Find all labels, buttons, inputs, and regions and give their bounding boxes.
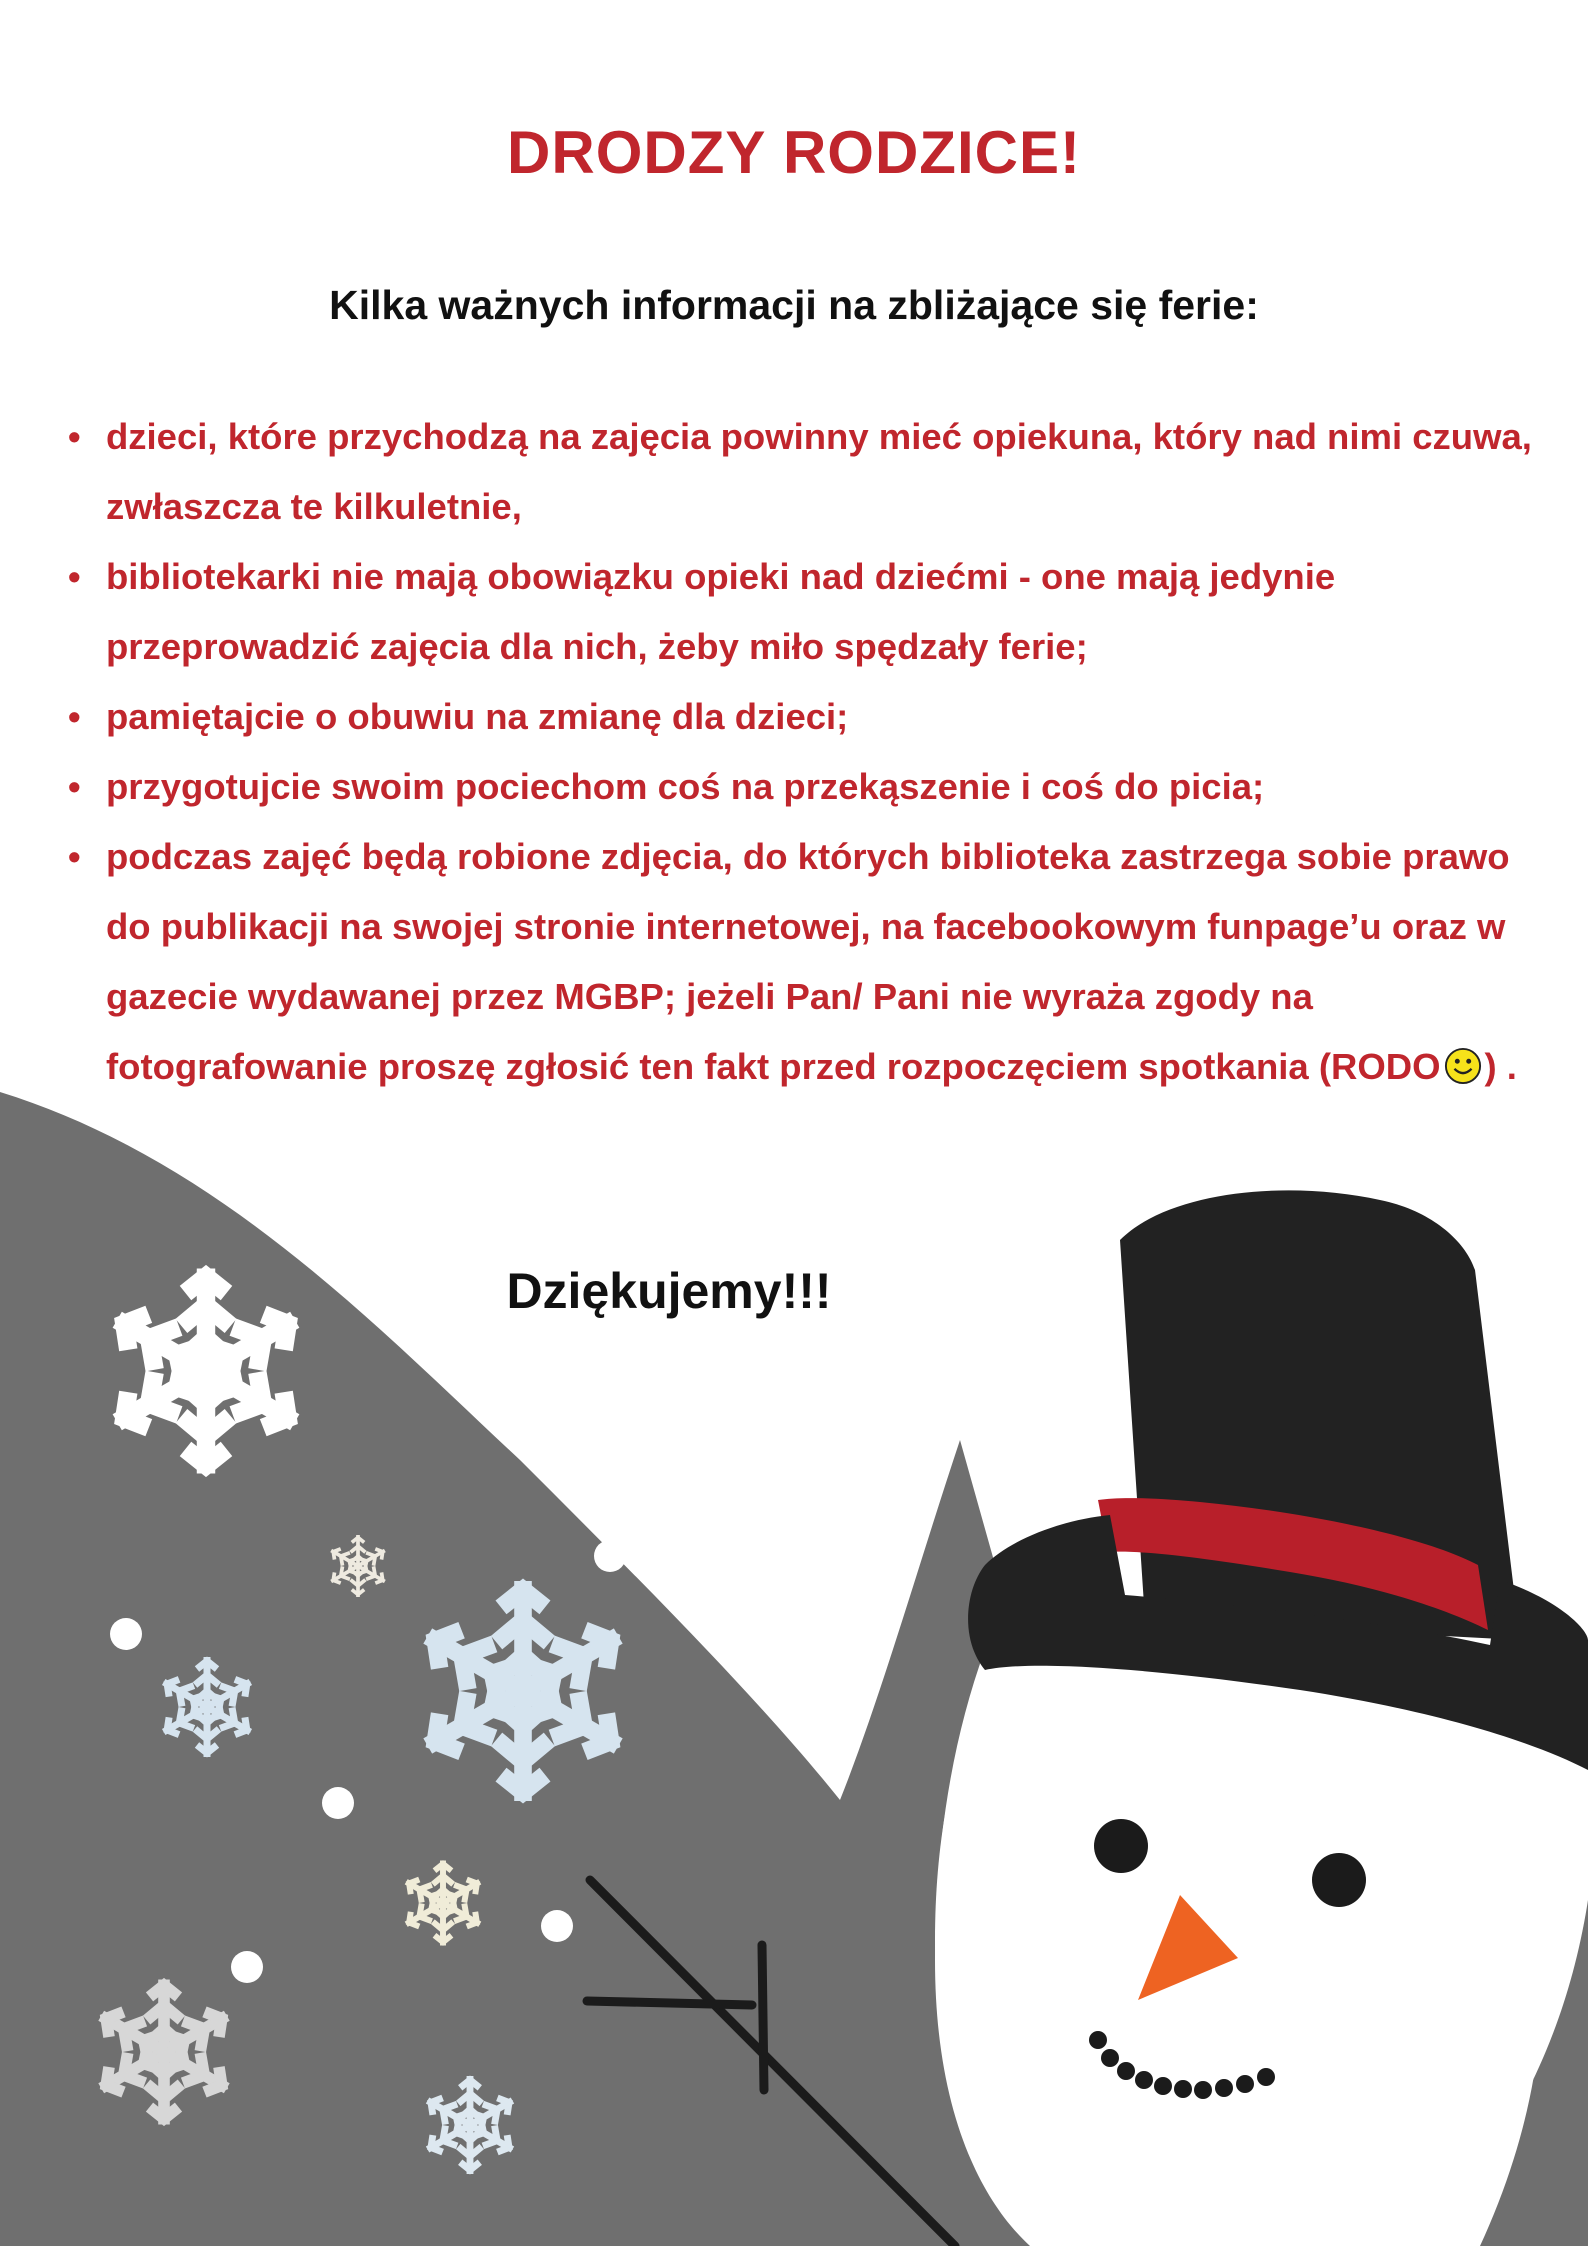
page-subtitle: Kilka ważnych informacji na zbliżające się ferie: xyxy=(329,282,1259,328)
list-item-text: dzieci, które przychodzą na zajęcia powinny mieć opiekuna, który nad nimi czuwa, zwłaszcza te kilkuletnie, xyxy=(106,416,1532,527)
list-item xyxy=(64,682,1564,752)
list-item-text: bibliotekarki nie mają obowiązku opieki nad dziećmi - one mają jedynie przeprowadzić zajęcia dla nich, żeby miło spędzały ferie; xyxy=(106,556,1336,667)
list-item-text: przygotujcie swoim pociechom coś na przekąszenie i coś do picia; xyxy=(106,766,1265,807)
list-item-suffix: ) . xyxy=(1484,1046,1517,1087)
list-item xyxy=(64,402,1564,542)
list-item-text: pamiętajcie o obuwiu na zmianę dla dzieci; xyxy=(106,696,849,737)
list-item-text: podczas zajęć będą robione zdjęcia, do których biblioteka zastrzega sobie prawo do publikacji na swojej stronie internetowej, na facebookowym funpage’u oraz w gazecie wydawanej przez MGBP; jeżeli Pan/ Pani nie wyraża zgody na fotografowanie proszę zgłosić ten fakt przed rozpoczęciem spotkania (RODO xyxy=(106,836,1510,1087)
list-item xyxy=(64,822,1564,1102)
list-item xyxy=(64,542,1564,682)
right-eye xyxy=(1312,1853,1366,1907)
thanks-text: Dziękujemy!!! xyxy=(506,1263,832,1319)
page-title: DRODZY RODZICE! xyxy=(507,119,1081,186)
list-item xyxy=(64,752,1564,822)
info-list xyxy=(64,402,1564,1102)
smiley-face-icon xyxy=(1444,1047,1482,1085)
left-eye xyxy=(1094,1819,1148,1873)
